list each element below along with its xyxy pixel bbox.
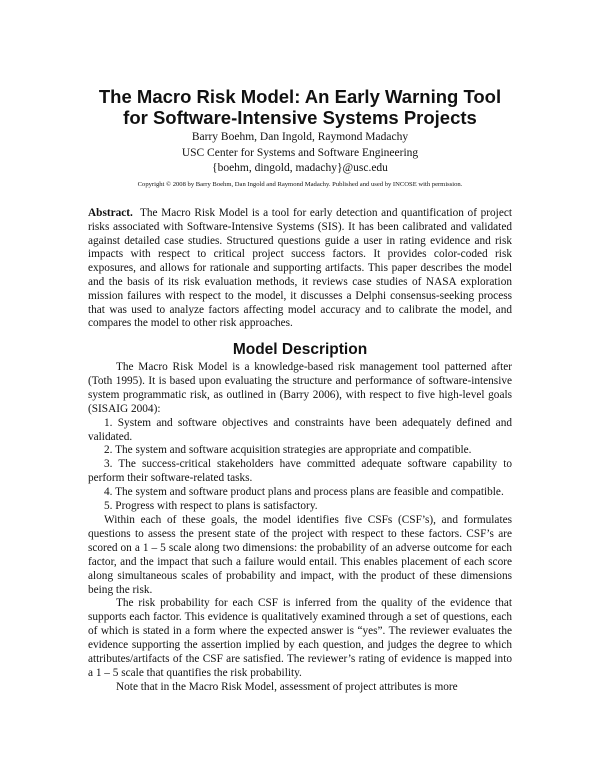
author-affiliation: USC Center for Systems and Software Engineering (181, 146, 419, 159)
abstract-label: Abstract. (88, 207, 133, 219)
paragraph-intro: The Macro Risk Model is a knowledge-based risk management tool patterned after (Toth 1995). It is based upon evaluating the structure and performance of software-intensive system programmatic risk, as outlined in (Barry 2006), with respect to five high-level goals (SISAIG 2004): (88, 361, 512, 415)
goal-item-1: 1. System and software objectives and constraints have been adequately defined and validated. (88, 416, 512, 443)
goal-item-4: 4. The system and software product plans and process plans are feasible and compatible. (104, 486, 504, 499)
author-block (60, 130, 540, 177)
section-heading: Model Description (232, 341, 368, 358)
paper-title (60, 86, 540, 128)
author-names: Barry Boehm, Dan Ingold, Raymond Madachy (191, 131, 409, 143)
paragraph-risk-probability: The risk probability for each CSF is inferred from the quality of the evidence that supports each factor. This evidence is qualitatively examined through a set of questions, each of which is stated in a form where the expected answer is “yes”. The reviewer evaluates the evidence supporting the assertion implied by each question, and judges the degree to which attributes/artifacts of the CSF are satisfied. The reviewer’s rating of evidence is mapped into a 1 – 5 scale that quantifies the risk probability. (88, 597, 512, 679)
goal-item-5: 5. Progress with respect to plans is satisfactory. (104, 500, 318, 513)
copyright-notice: Copyright © 2008 by Barry Boehm, Dan Ingold and Raymond Madachy. Published and used by INCOSE with permission. (137, 181, 463, 188)
goal-item-2: 2. The system and software acquisition strategies are appropriate and compatible. (104, 444, 472, 457)
goal-item-3: 3. The success-critical stakeholders have committed adequate software capability to perform their software-related tasks. (88, 458, 512, 485)
paper-title-line-1: The Macro Risk Model: An Early Warning Tool (98, 86, 502, 107)
abstract-text: The Macro Risk Model is a tool for early detection and quantification of project risks associated with Software-Intensive Systems (SIS). It has been calibrated and validated against detailed case studies. Structured questions guide a user in rating evidence and risk impacts with respect to critical project success factors. It provides color-coded risk exposures, and allows for rationale and supporting artifacts. This paper describes the model and the basis of its risk evaluation methods, it reviews case studies of NASA exploration mission failures with respect to the model, it discusses a Delphi consensus-seeking process that was used to analyze factors affecting model accuracy and to calibrate the model, and compares the model to other risk approaches. (88, 207, 512, 330)
abstract (88, 207, 512, 331)
paragraph-note: Note that in the Macro Risk Model, assessment of project attributes is more (116, 680, 458, 693)
section-body (88, 361, 512, 695)
paragraph-csf: Within each of these goals, the model identifies five CSFs (CSF’s), and formulates questions to assess the present state of the project with respect to these factors. CSF’s are scored on a 1 – 5 scale along two dimensions: the probability of an adverse outcome for each factor, and the impact that such a failure would entail. This enables placement of each score along simultaneous scales of probability and impact, with the product of these dimensions being the risk. (88, 513, 512, 596)
paper-title-line-2: for Software-Intensive Systems Projects (123, 107, 477, 128)
author-emails: {boehm, dingold, madachy}@usc.edu (212, 162, 388, 174)
